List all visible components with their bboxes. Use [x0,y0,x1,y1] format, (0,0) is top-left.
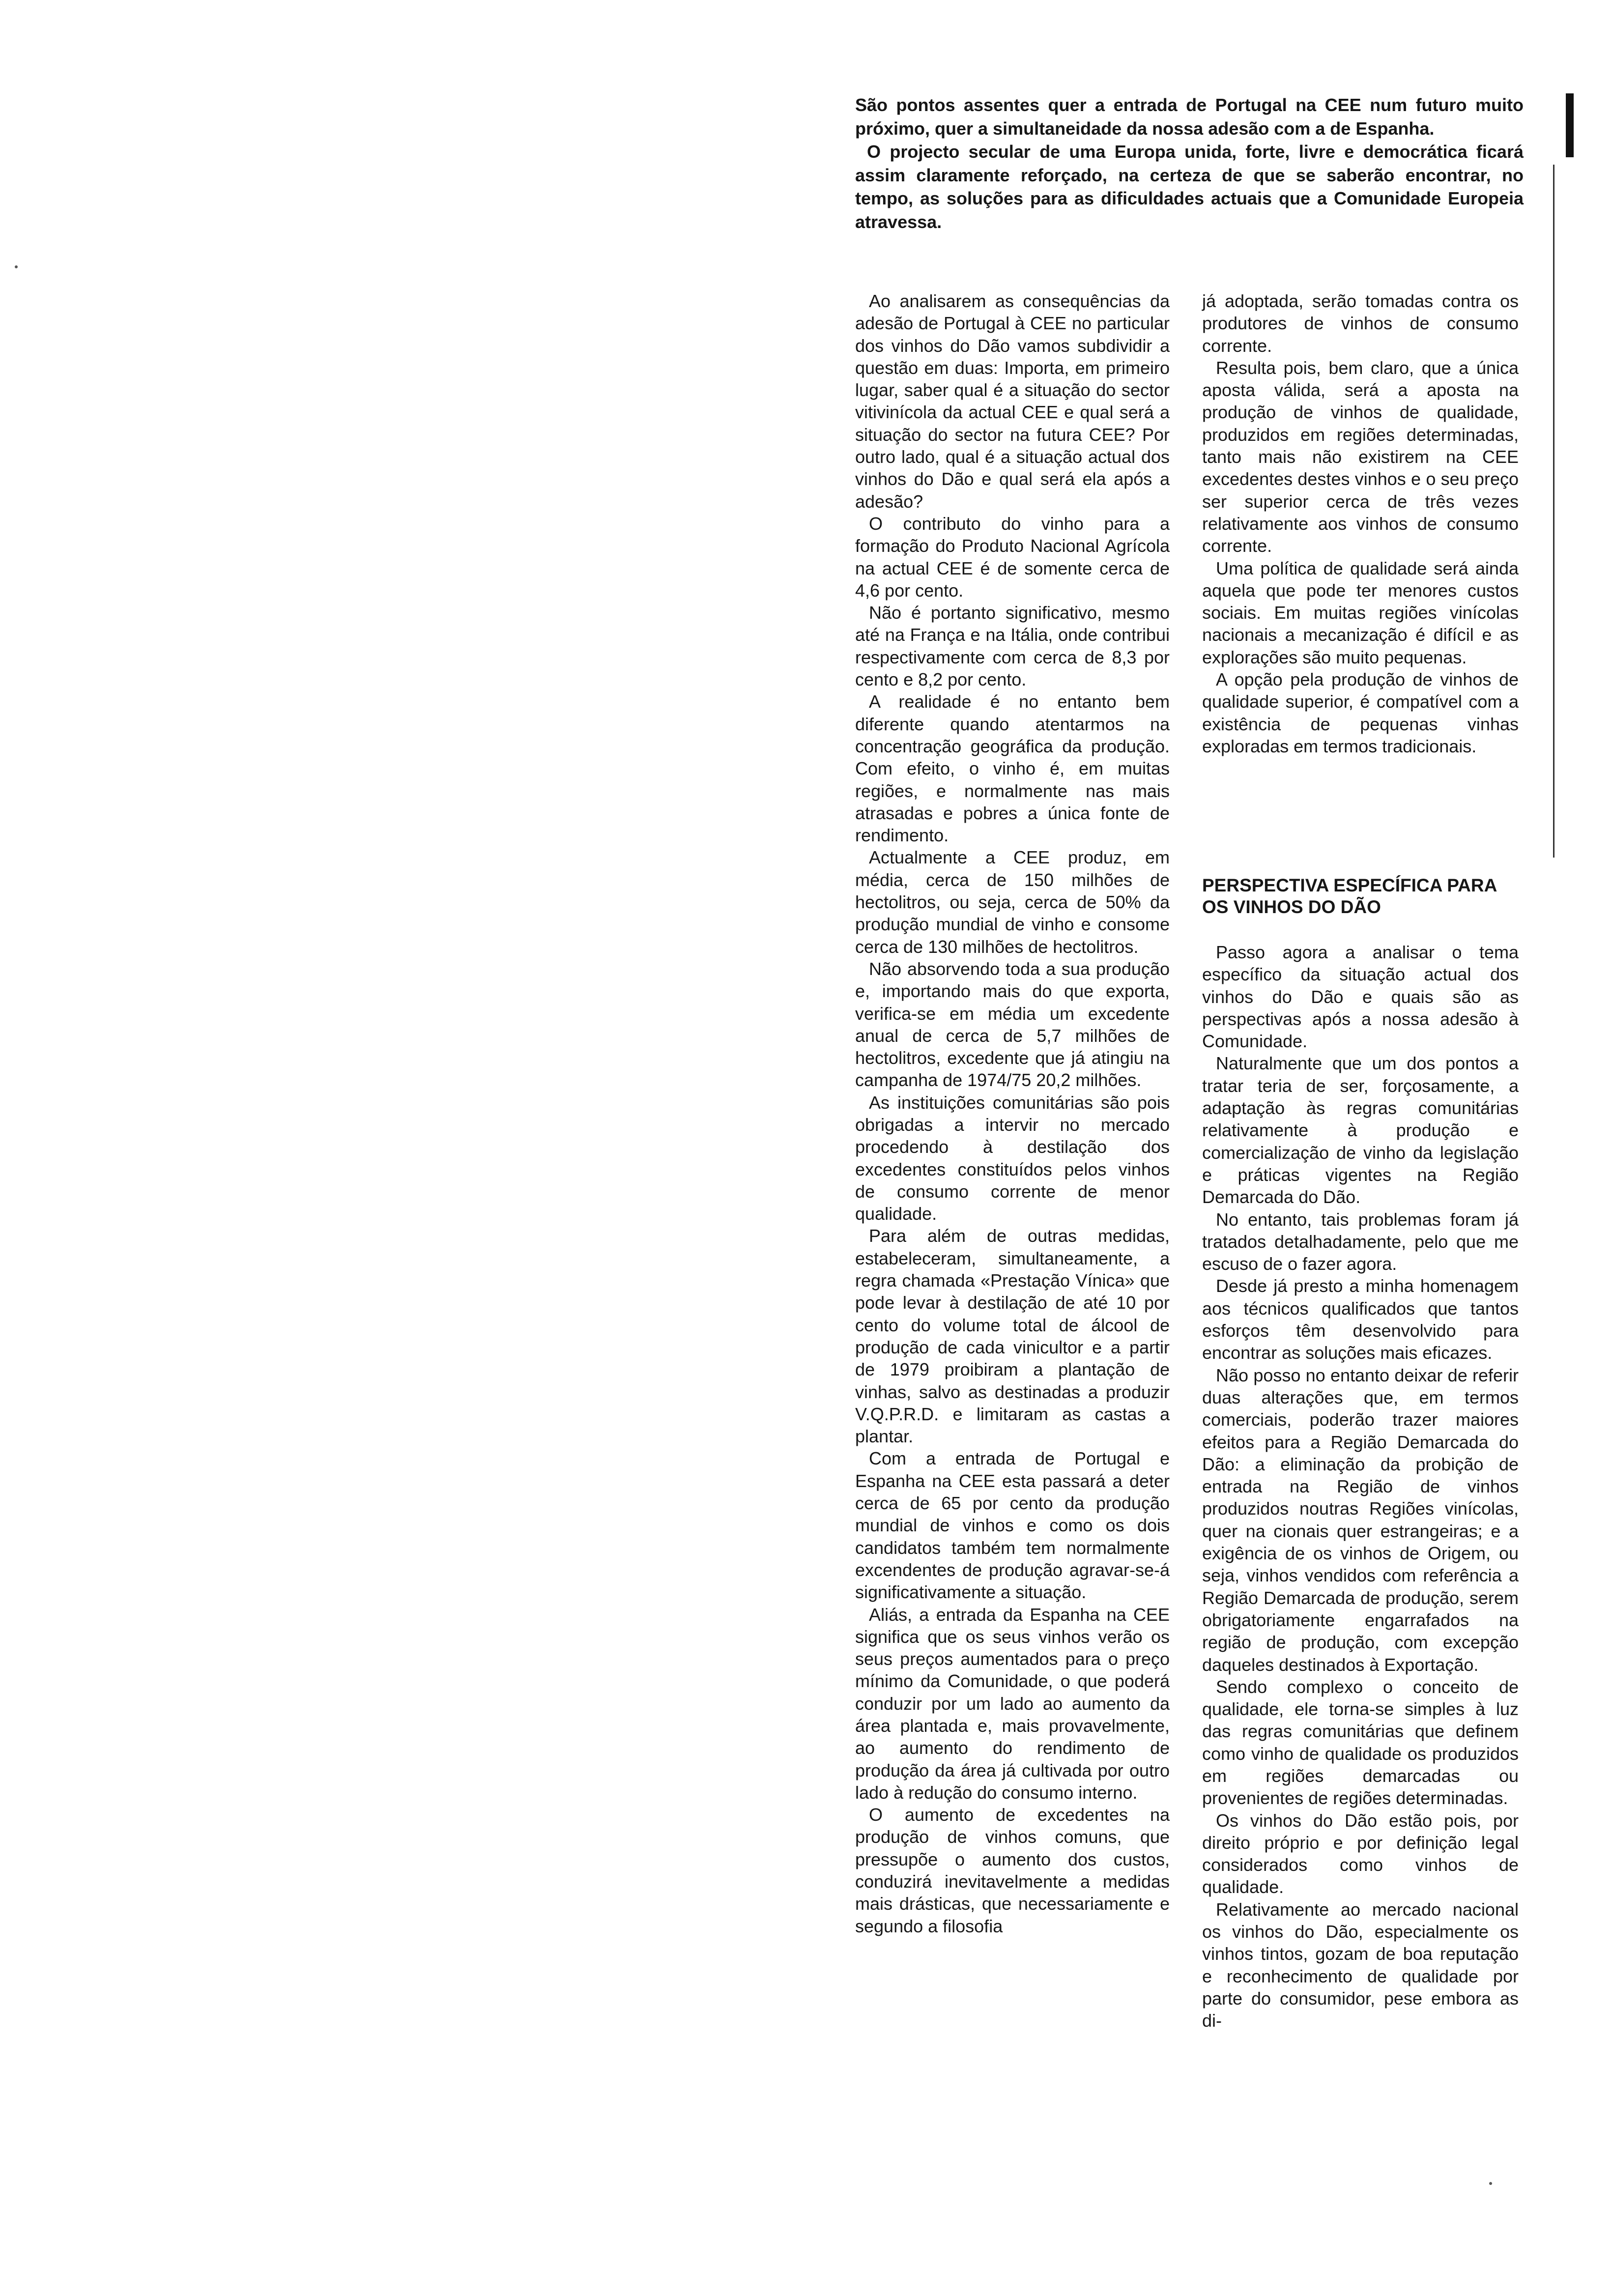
body-paragraph: No entanto, tais problemas foram já tratados detalhadamente, pelo que me escuso de o fazer agora. [1202,1209,1519,1274]
article-intro [855,93,1524,233]
body-paragraph: As instituições comunitárias são pois obrigadas a intervir no mercado procedendo à destilação dos excedentes constituídos pelos vinhos de consumo corrente de menor qualidade. [855,1092,1170,1224]
right-column-bottom [1202,941,1519,2032]
body-paragraph: Sendo complexo o conceito de qualidade, ele torna-se simples à luz das regras comunitárias que definem como vinho de qualidade os produzidos em regiões demarcadas ou provenientes de regiões determinadas. [1202,1676,1519,1808]
intro-paragraph: São pontos assentes quer a entrada de Portugal na CEE num futuro muito próximo, quer a simultaneidade da nossa adesão com a de Espanha. [855,95,1524,139]
body-paragraph: Passo agora a analisar o tema específico da situação actual dos vinhos do Dão e quais são as perspectivas após a nossa adesão à Comunidade. [1202,942,1519,1052]
scan-speck [15,265,18,268]
body-paragraph: já adoptada, serão tomadas contra os produtores de vinhos de consumo corrente. [1202,291,1519,356]
right-column-top [1202,290,1519,757]
body-paragraph: Aliás, a entrada da Espanha na CEE significa que os seus vinhos verão os seus preços aumentados para o preço mínimo da Comunidade, o que poderá conduzir por um lado ao aumento da área plantada e, mais provavelmente, ao aumento do rendimento de produção da área já cultivada por outro lado à redução do consumo interno. [855,1604,1170,1803]
body-paragraph: O aumento de excedentes na produção de vinhos comuns, que pressupõe o aumento dos custos, conduzirá inevitavelmente a medidas mais drásticas, que necessariamente e segundo a filosofia [855,1805,1170,1936]
body-paragraph: Não é portanto significativo, mesmo até na França e na Itália, onde contribui respectivamente com cerca de 8,3 por cento e 8,2 por cento. [855,603,1170,690]
body-paragraph: A realidade é no entanto bem diferente quando atentarmos na concentração geográfica da produção. Com efeito, o vinho é, em muitas regiões, e normalmente nas mais atrasadas e pobres a única fonte de rendimento. [855,691,1170,846]
body-paragraph: Os vinhos do Dão estão pois, por direito próprio e por definição legal considerados como vinhos de qualidade. [1202,1810,1519,1897]
body-paragraph: Com a entrada de Portugal e Espanha na CEE esta passará a deter cerca de 65 por cento da produção mundial de vinhos e como os dois candidatos também tem normalmente excendentes de produção agravar-se-á significativamente a situação. [855,1448,1170,1603]
left-column [855,290,1170,1937]
body-paragraph: Resulta pois, bem claro, que a única aposta válida, será a aposta na produção de vinhos de qualidade, produzidos em regiões determinadas, tanto mais não existirem na CEE excedentes destes vinhos e o seu preço ser superior cerca de três vezes relativamente aos vinhos de consumo corrente. [1202,357,1519,556]
body-paragraph: Actualmente a CEE produz, em média, cerca de 150 milhões de hectolitros, ou seja, cerca de 50% da produção mundial de vinho e consome cerca de 130 milhões de hectolitros. [855,847,1170,957]
body-paragraph: Uma política de qualidade será ainda aquela que pode ter menores custos sociais. Em muitas regiões vinícolas nacionais a mecanização é difícil e as explorações são muito pequenas. [1202,558,1519,667]
scan-speck [1489,2182,1492,2185]
intro-paragraph: O projecto secular de uma Europa unida, forte, livre e democrática ficará assim claramente reforçado, na certeza de que se saberão encontrar, no tempo, as soluções para as dificuldades actuais que a Comunidade Europeia atravessa. [855,142,1524,232]
body-paragraph: O contributo do vinho para a formação do Produto Nacional Agrícola na actual CEE é de somente cerca de 4,6 por cento. [855,513,1170,601]
body-paragraph: A opção pela produção de vinhos de qualidade superior, é compatível com a existência de pequenas vinhas exploradas em termos tradicionais. [1202,669,1519,756]
body-paragraph: Desde já presto a minha homenagem aos técnicos qualificados que tantos esforços têm desenvolvido para encontrar as soluções mais eficazes. [1202,1276,1519,1363]
scan-edge-mark [1566,93,1574,157]
column-rule [1553,165,1554,858]
body-paragraph: Ao analisarem as consequências da adesão de Portugal à CEE no particular dos vinhos do Dão vamos subdividir a questão em duas: Importa, em primeiro lugar, saber qual é a situação do sector vitivinícola da actual CEE e qual será a situação do sector na futura CEE? Por outro lado, qual é a situação actual dos vinhos do Dão e qual será ela após a adesão? [855,291,1170,512]
body-paragraph: Naturalmente que um dos pontos a tratar teria de ser, forçosamente, a adaptação às regras comunitárias relativamente à produção e comercialização de vinho da legislação e práticas vigentes na Região Demarcada do Dão. [1202,1053,1519,1207]
body-paragraph: Não posso no entanto deixar de referir duas alterações que, em termos comerciais, poderão trazer maiores efeitos para a Região Demarcada do Dão: a eliminação da probição de entrada na Região de vinhos produzidos noutras Regiões vinícolas, quer na cionais quer estrangeiras; e a exigência de os vinhos de Origem, ou seja, vinhos vendidos com referência a Região Demarcada de produção, serem obrigatoriamente engarrafados na região de produção, com excepção daqueles destinados à Exportação. [1202,1365,1519,1675]
body-paragraph: Para além de outras medidas, estabeleceram, simultaneamente, a regra chamada «Prestação Vínica» que pode levar à destilação de até 10 por cento do volume total de álcool de produção de cada vinicultor e a partir de 1979 proibiram a plantação de vinhas, salvo as destinadas a produzir V.Q.P.R.D. e limitaram as castas a plantar. [855,1226,1170,1447]
body-paragraph: Não absorvendo toda a sua produção e, importando mais do que exporta, verifica-se em média um excedente anual de cerca de 5,7 milhões de hectolitros, excedente que já atingiu na campanha de 1974/75 20,2 milhões. [855,958,1170,1091]
section-heading: PERSPECTIVA ESPECÍFICA PARA OS VINHOS DO DÃO [1202,875,1497,917]
body-paragraph: Relativamente ao mercado nacional os vinhos do Dão, especialmente os vinhos tintos, gozam de boa reputação e reconhecimento de qualidade por parte do consumidor, pese embora as di- [1202,1899,1519,2031]
